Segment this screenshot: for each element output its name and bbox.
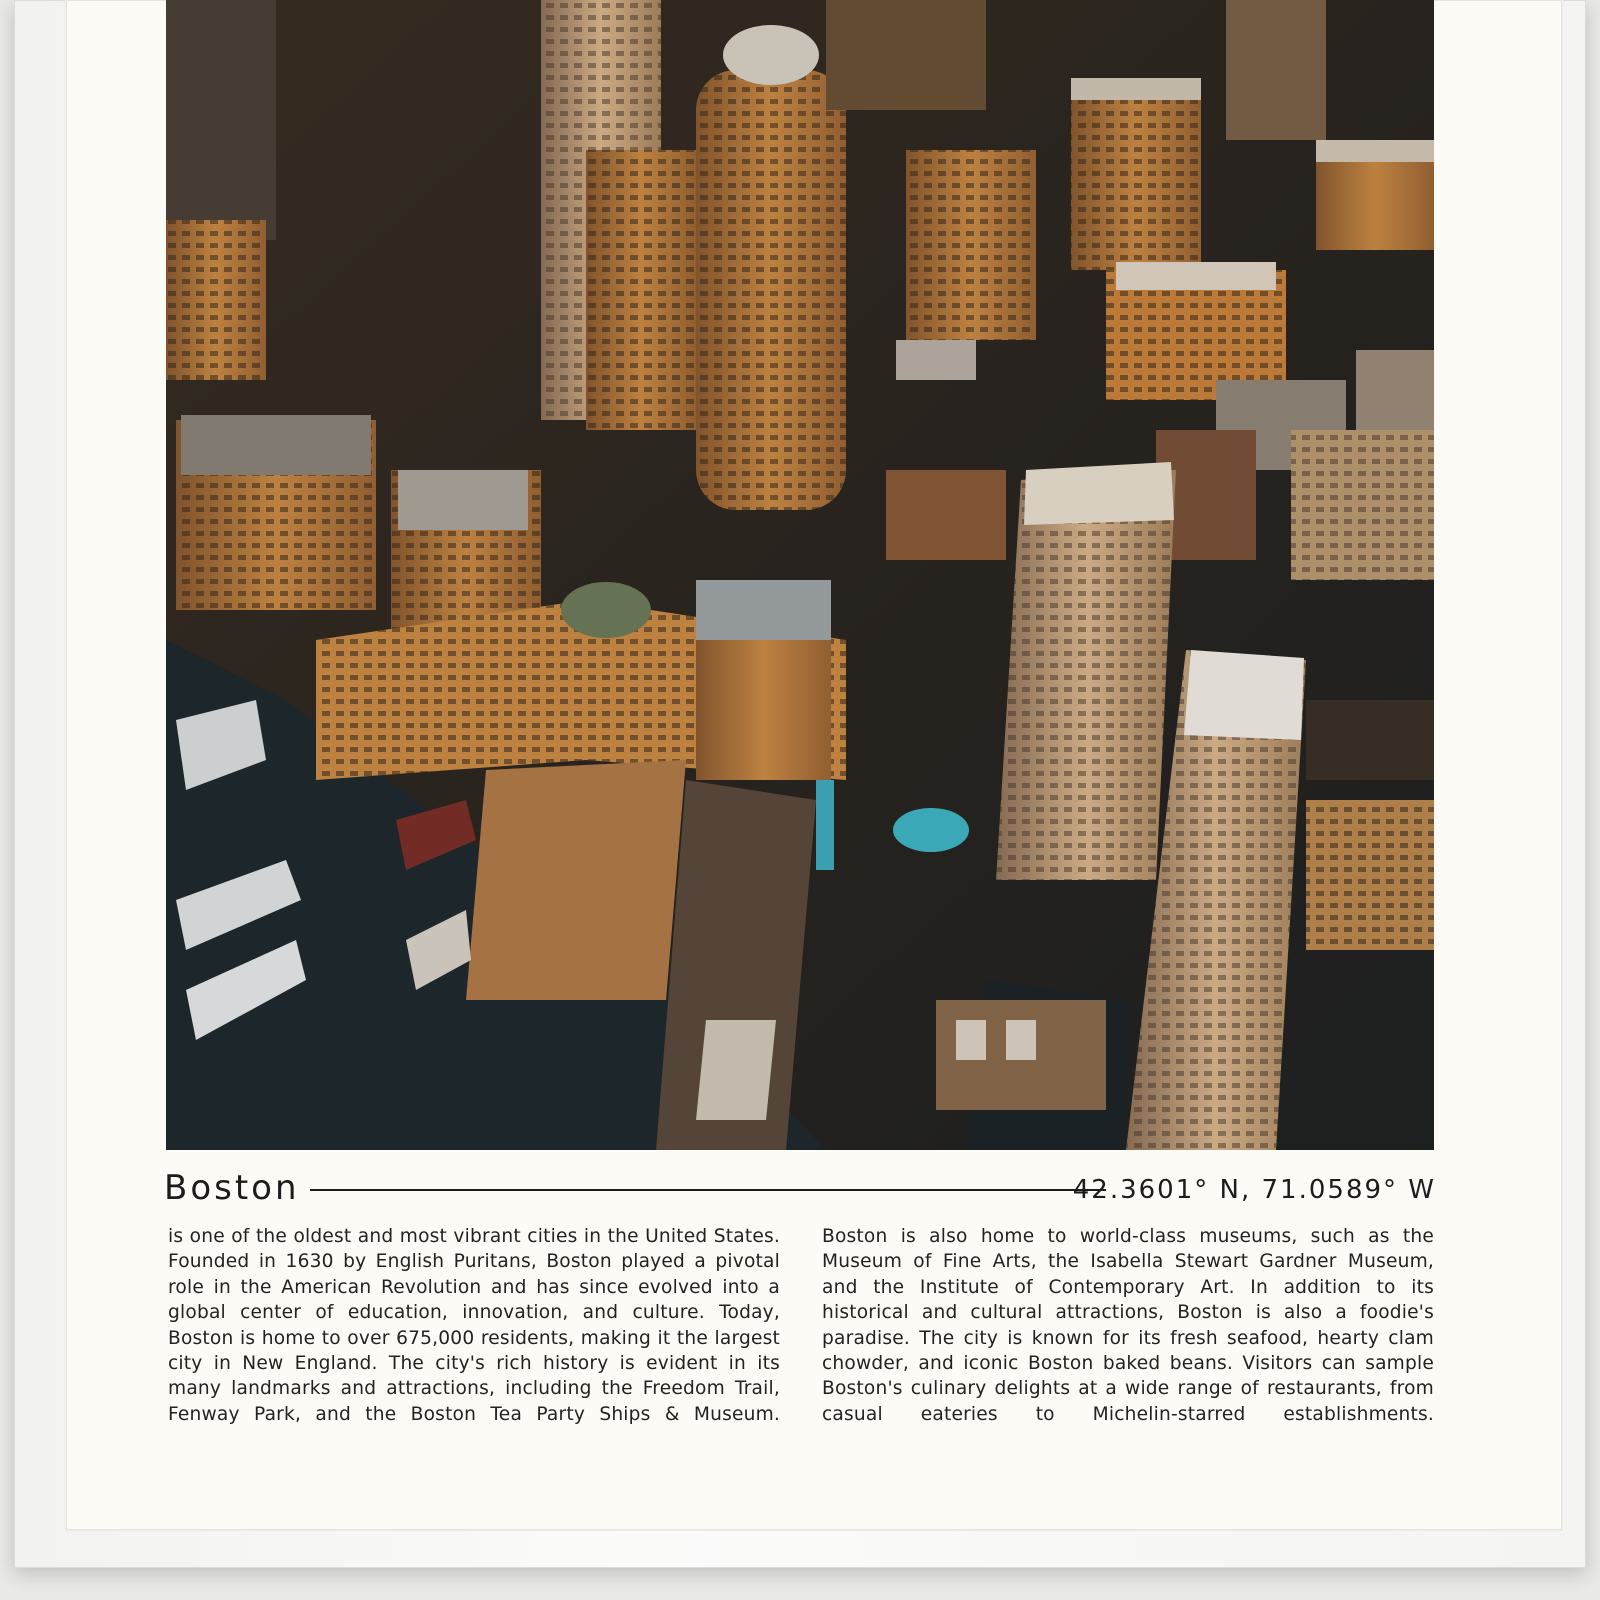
description-right-column: Boston is also home to world-class museums, such as the Museum of Fine Arts, the Isabella Stewart Gardner Museum, and the Institute of Contemporary Art. In addition to its historical and cultural attractions, Boston is also a foodie's paradise. The city is known for its fresh seafood, hearty clam chowder, and iconic Boston baked beans. Visitors can sample Boston's culinary delights at a wide range of restaurants, from casual eateries to Michelin-starred establishments. bbox=[822, 1226, 1434, 1425]
texture-overlay bbox=[166, 0, 1434, 1150]
city-name: Boston bbox=[164, 1168, 300, 1208]
city-aerial-photo bbox=[166, 0, 1434, 1150]
aerial-painting bbox=[166, 0, 1434, 1150]
poster-title-row bbox=[164, 1168, 1436, 1214]
description-left-column: is one of the oldest and most vibrant cities in the United States. Founded in 1630 by English Puritans, Boston played a pivotal role in the American Revolution and has since evolved into a global center of education, innovation, and culture. Today, Boston is home to over 675,000 residents, making it the largest city in New England. The city's rich history is evident in its many landmarks and attractions, including the Freedom Trail, Fenway Park, and the Boston Tea Party Ships & Museum. bbox=[168, 1226, 780, 1425]
title-divider-line bbox=[310, 1189, 1106, 1191]
city-coordinates: 42.3601° N, 71.0589° W bbox=[1072, 1175, 1436, 1205]
